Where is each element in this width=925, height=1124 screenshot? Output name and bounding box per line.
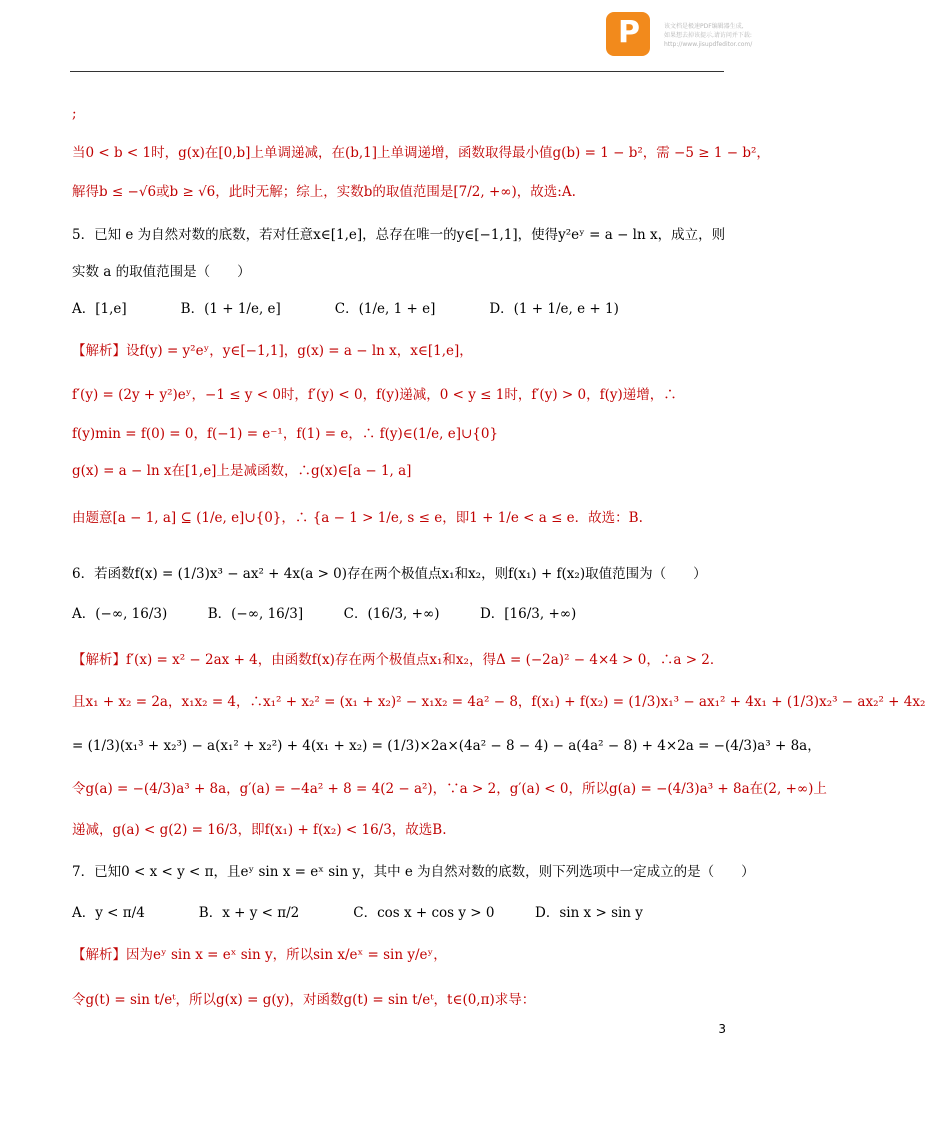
text-line: 递减，g(a) < g(2) = 16/3，即f(x₁) + f(x₂) < 16/3，故选B. <box>72 822 447 838</box>
text-line: A．[1,e] B．(1 + 1/e, e] C．(1/e, 1 + e] D．(1 + 1/e, e + 1) <box>72 301 619 317</box>
text-line: A．y < π/4 B．x + y < π/2 C．cos x + cos y > 0 D．sin x > sin y <box>72 905 643 921</box>
text-line: g(x) = a − ln x在[1,e]上是减函数，∴g(x)∈[a − 1, a] <box>72 463 412 479</box>
text-line: 且x₁ + x₂ = 2a，x₁x₂ = 4，∴x₁² + x₂² = (x₁ + x₂)² − x₁x₂ = 4a² − 8，f(x₁) + f(x₂) = (1/3)x₁³ − ax₁² + 4x₁ + (1/3)x₂³ − ax₂² + 4x₂ <box>72 694 925 710</box>
text-line: 【解析】设f(y) = y²eʸ，y∈[−1,1]，g(x) = a − ln x，x∈[1,e]， <box>72 343 473 359</box>
watermark-text <box>664 22 788 49</box>
text-line: f(y)min = f(0) = 0，f(−1) = e⁻¹，f(1) = e，∴ f(y)∈(1/e, e]∪{0} <box>72 426 499 442</box>
text-line: 6．若函数f(x) = (1/3)x³ − ax² + 4x(a > 0)存在两个极值点x₁和x₂，则f(x₁) + f(x₂)取值范围为（ ） <box>72 566 707 582</box>
page-number: 3 <box>718 1022 726 1036</box>
text-line: ; <box>72 106 77 122</box>
text-line: 实数 a 的取值范围是（ ） <box>72 264 251 280</box>
text-line: = (1/3)(x₁³ + x₂³) − a(x₁² + x₂²) + 4(x₁ + x₂) = (1/3)×2a×(4a² − 8 − 4) − a(4a² − 8) + 4×2a = −(4/3)a³ + 8a， <box>72 738 821 754</box>
text-line: 【解析】f′(x) = x² − 2ax + 4，由函数f(x)存在两个极值点x₁和x₂，得Δ = (−2a)² − 4×4 > 0，∴a > 2． <box>72 652 724 668</box>
text-line: A．(−∞, 16/3) B．(−∞, 16/3] C．(16/3, +∞) D．[16/3, +∞) <box>72 606 577 622</box>
text-line: 由题意[a − 1, a] ⊆ (1/e, e]∪{0}，∴ {a − 1 > 1/e, s ≤ e，即1 + 1/e < a ≤ e．故选：B. <box>72 510 643 526</box>
text-line: 令g(a) = −(4/3)a³ + 8a，g′(a) = −4a² + 8 = 4(2 − a²)，∵a > 2，g′(a) < 0，所以g(a) = −(4/3)a³ + 8a在(2, +∞)上 <box>72 781 827 797</box>
text-line: 【解析】因为eʸ sin x = eˣ sin y，所以sin x/eˣ = sin y/eʸ， <box>72 947 447 963</box>
text-line: 令g(t) = sin t/eᵗ，所以g(x) = g(y)，对函数g(t) = sin t/eᵗ，t∈(0,π)求导： <box>72 992 536 1008</box>
watermark-line: 如果想去掉该提示,请访问并下载: <box>664 32 752 39</box>
text-line: 当0 < b < 1时，g(x)在[0,b]上单调递减，在(b,1]上单调递增，函数取得最小值g(b) = 1 − b²，需 −5 ≥ 1 − b²， <box>72 145 770 161</box>
watermark-line: http://www.jisupdfeditor.com/ <box>664 41 753 48</box>
text-line: f′(y) = (2y + y²)eʸ，−1 ≤ y < 0时，f′(y) < 0，f(y)递减，0 < y ≤ 1时，f′(y) > 0，f(y)递增，∴ <box>72 387 677 403</box>
text-line: 解得b ≤ −√6或b ≥ √6，此时无解；综上，实数b的取值范围是[7/2, +∞)，故选:A. <box>72 184 576 200</box>
watermark-line: 该文档是极速PDF编辑器生成, <box>664 23 744 30</box>
text-line: 7．已知0 < x < y < π，且eʸ sin x = eˣ sin y，其中 e 为自然对数的底数，则下列选项中一定成立的是（ ） <box>72 864 755 880</box>
p-logo-icon: P <box>606 12 650 56</box>
header-rule <box>70 71 724 72</box>
text-line: 5．已知 e 为自然对数的底数，若对任意x∈[1,e]，总存在唯一的y∈[−1,1]，使得y²eʸ = a − ln x，成立，则 <box>72 227 726 243</box>
